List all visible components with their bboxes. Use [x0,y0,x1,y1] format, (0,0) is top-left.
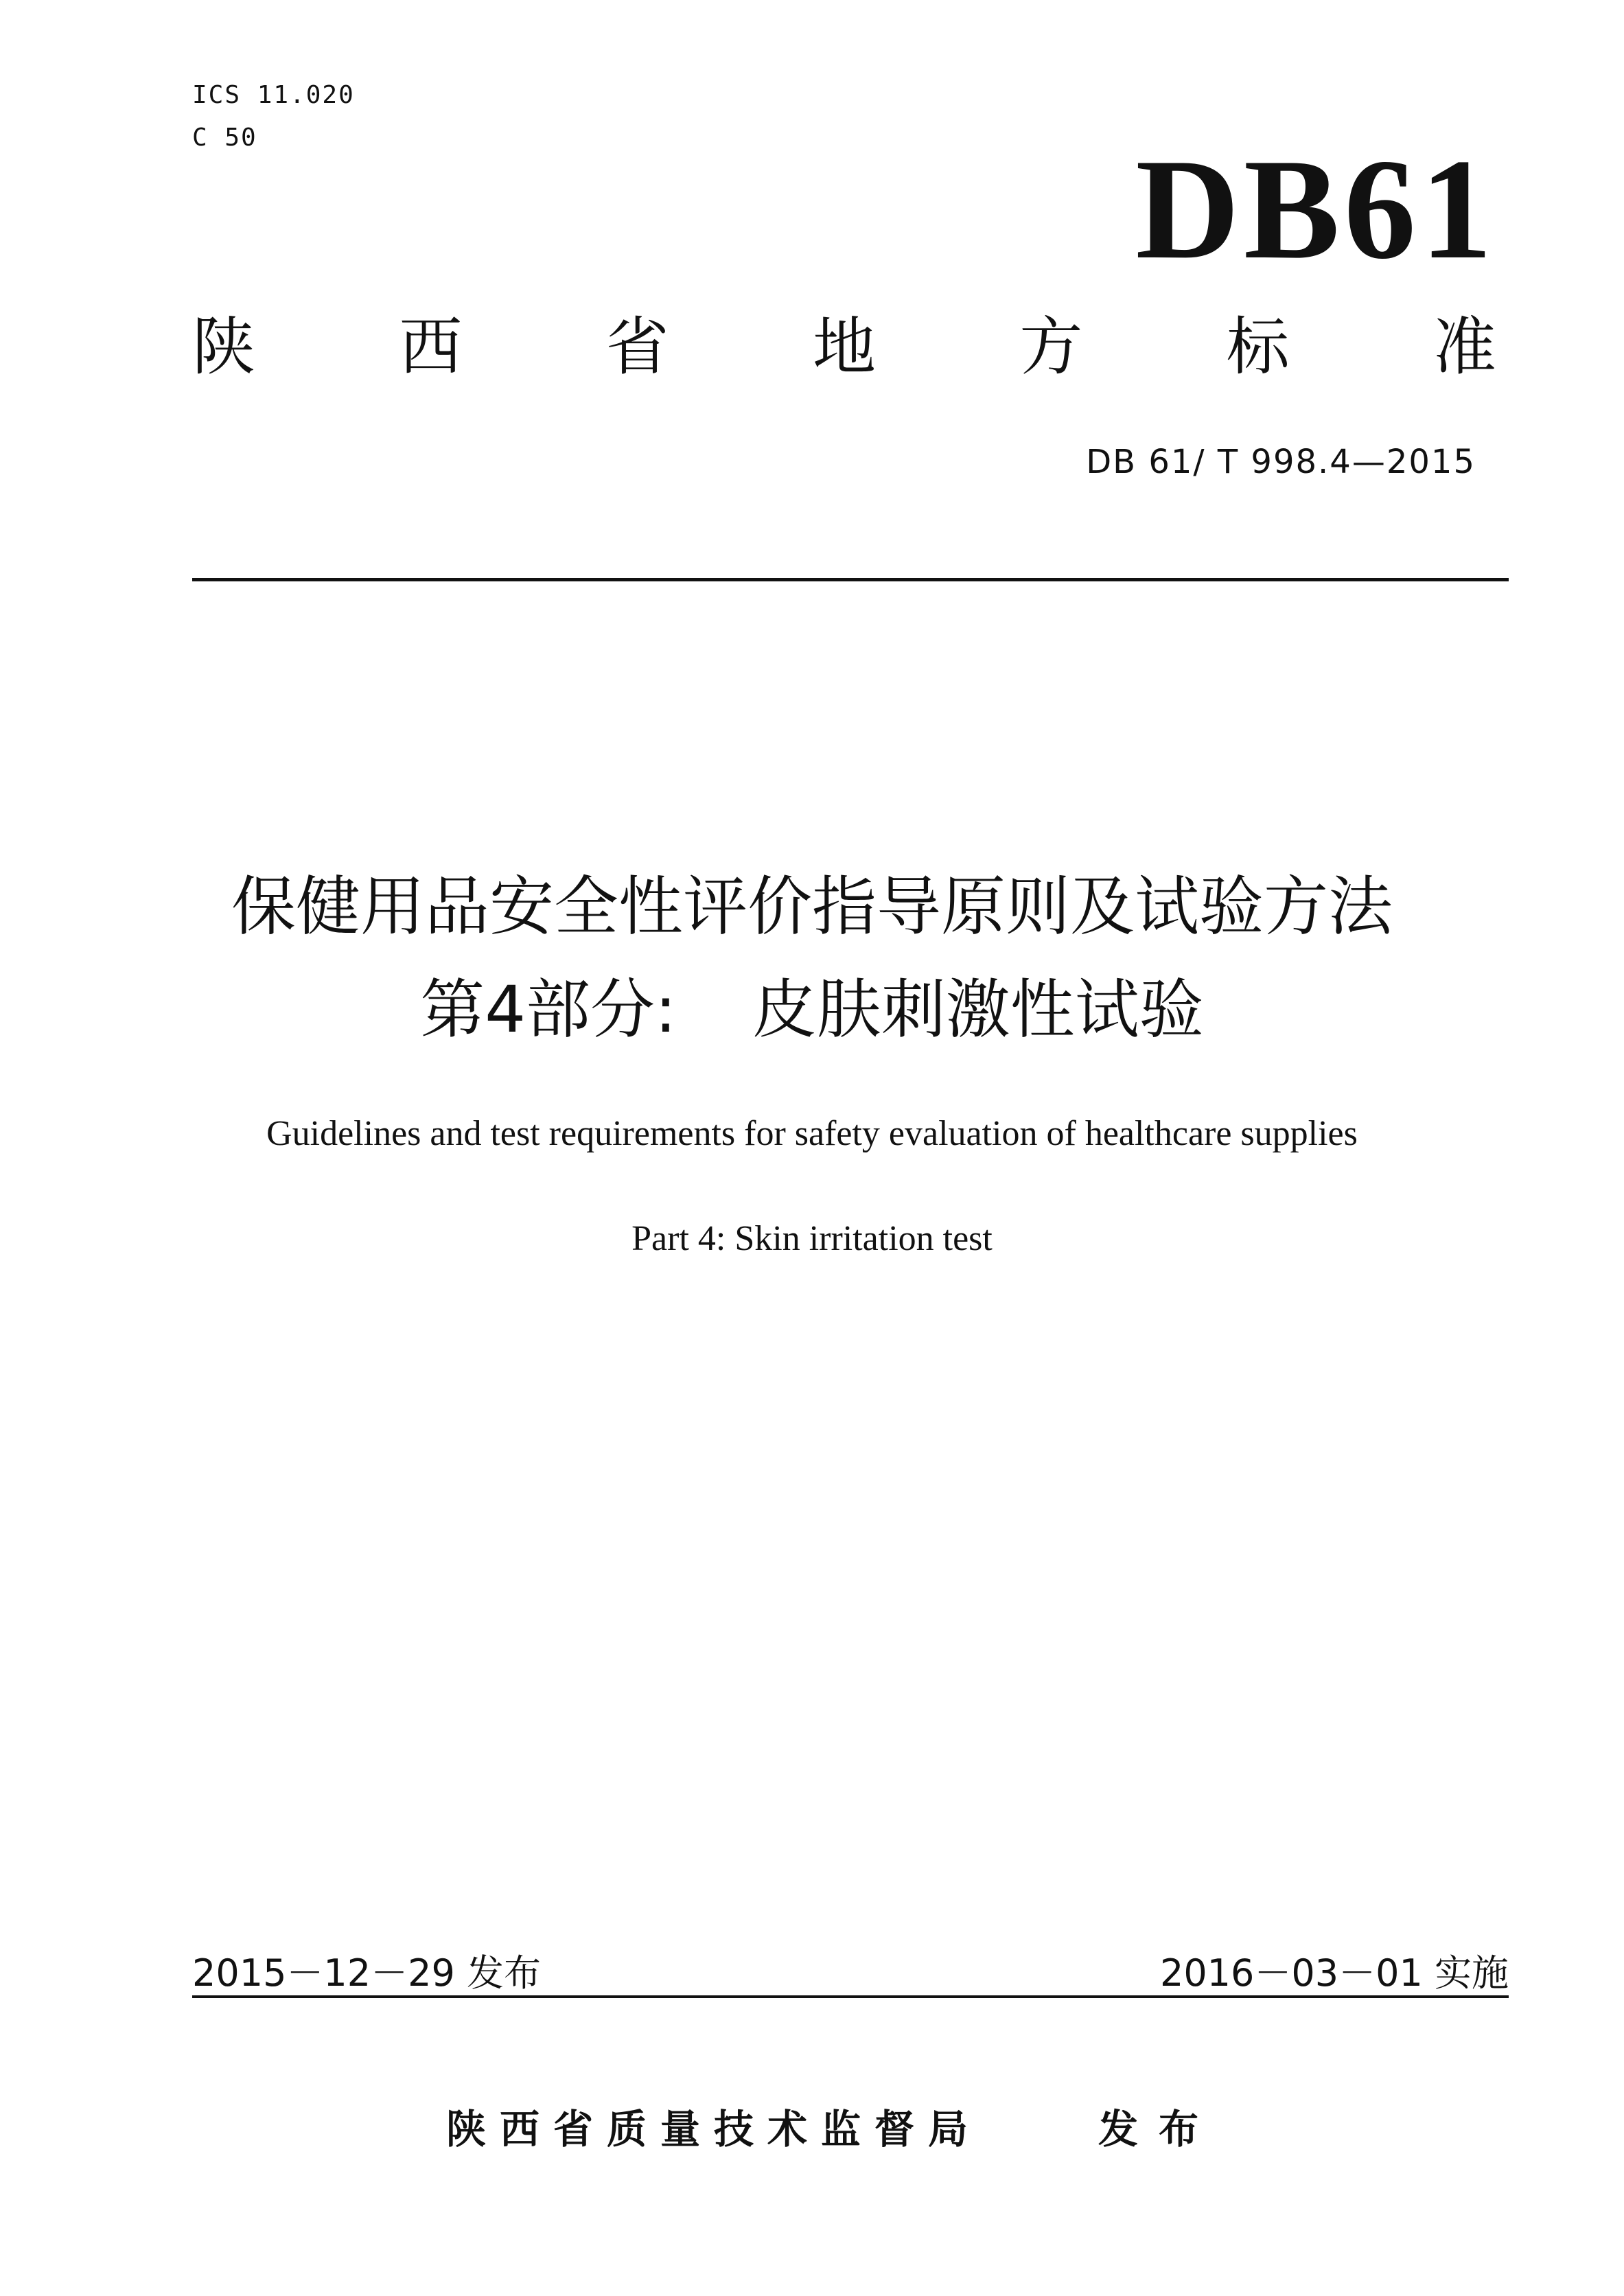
ics-code: ICS 11.020 [192,81,355,109]
bottom-divider [192,1995,1509,1998]
top-divider [192,578,1509,581]
part-title: 皮肤刺激性试验 [752,973,1204,1047]
standard-type [192,310,1496,384]
standard-type-char: 西 [399,310,463,384]
title-english: Guidelines and test requirements for safety evaluation of healthcare supplies [266,1114,1358,1153]
title-chinese: 保健用品安全性评价指导原则及试验方法 [231,870,1393,944]
issuing-authority: 陕西省质量技术监督局 [446,2106,982,2153]
subtitle-english: Part 4: Skin irritation test [631,1219,993,1258]
issue-date: 2015－12－29 发布 [192,1951,542,1995]
standard-type-char: 地 [812,310,876,384]
part-number: 第4部分: [420,973,677,1047]
standard-type-char: 准 [1432,310,1496,384]
implementation-date: 2016－03－01 实施 [1159,1951,1509,1995]
standard-number: DB 61/ T 998.4—2015 [1086,443,1476,481]
subtitle-chinese [0,973,1624,1047]
standard-type-char: 标 [1226,310,1290,384]
standard-code: DB61 [1135,130,1496,289]
ccs-code: C 50 [192,124,257,152]
standard-type-char: 方 [1019,310,1083,384]
issue-label: 发布 [1098,2106,1220,2153]
standard-type-char: 省 [605,310,669,384]
standard-type-char: 陕 [192,310,256,384]
